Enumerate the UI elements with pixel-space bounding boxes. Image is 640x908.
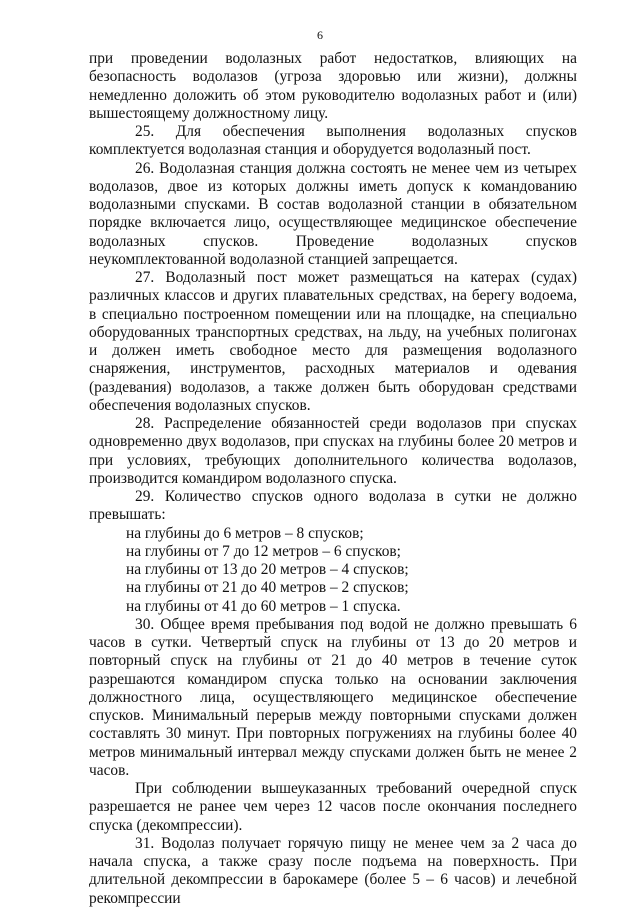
paragraph-26: 26. Водолазная станция должна состоять не менее чем из четырех водолазов, двое из которых должны иметь допуск к командованию водолазными спусками. В состав водолазной станции в обязательном порядке включается лицо, осуществляющее медицинское обеспечение водолазных спусков. Проведение водолазных спусков неукомплектованной водолазной станцией запрещается. <box>89 159 577 268</box>
list-item: на глубины от 41 до 60 метров – 1 спуска. <box>126 597 401 615</box>
paragraph-continuation: при проведении водолазных работ недостатков, влияющих на безопасность водолазов (угроза здоровью или жизни), должны немедленно доложить об этом руководителю водолазных работ и (или) вышестоящему должностному лицу. <box>89 50 577 122</box>
list-item: на глубины от 13 до 20 метров – 4 спусков; <box>126 561 409 578</box>
paragraph-25: 25. Для обеспечения выполнения водолазных спусков комплектуется водолазная станция и оборудуется водолазный пост. <box>89 123 577 159</box>
paragraph-28: 28. Распределение обязанностей среди водолазов при спусках одновременно двух водолазов, при спусках на глубины более 20 метров и при условиях, требующих дополнительного количества водолазов, производится командиром водолазного спуска. <box>89 415 577 487</box>
page-number: 6 <box>317 28 323 42</box>
list-item: на глубины до 6 метров – 8 спусков; <box>126 524 364 542</box>
paragraph-31: 31. Водолаз получает горячую пищу не менее чем за 2 часа до начала спуска, а также сразу после подъема на поверхность. При длительной декомпрессии в барокамере (более 5 – 6 часов) и лечебной рекомпрессии <box>89 834 577 907</box>
paragraph-27: 27. Водолазный пост может размещаться на катерах (судах) различных классов и других плавательных средствах, на берегу водоема, в специально построенном помещении или на площадке, на специально оборудованных транспортных средствах, на льду, на учебных полигонах и должен иметь свободное место для размещения водолазного снаряжения, инструментов, расходных материалов и одевания (раздевания) водолазов, а также должен быть оборудован средствами обеспечения водолазных спусков. <box>89 269 577 414</box>
depth-limits-list <box>89 525 577 616</box>
list-item: на глубины от 21 до 40 метров – 2 спусков; <box>126 579 409 597</box>
paragraph-29: 29. Количество спусков одного водолаза в сутки не должно превышать: <box>89 488 577 524</box>
paragraph-30: 30. Общее время пребывания под водой не должно превышать 6 часов в сутки. Четвертый спуск на глубины от 13 до 20 метров и повторный спуск на глубины от 21 до 40 метров в течение суток разрешаются командиром спуска только на основании заключения должностного лица, осуществляющего медицинское обеспечение спусков. Минимальный перерыв между повторными спусками должен составлять 30 минут. При повторных погружениях на глубины более 40 метров минимальный интервал между спусками должен быть не менее 2 часов. <box>89 615 577 779</box>
list-item: на глубины от 7 до 12 метров – 6 спусков; <box>126 542 401 560</box>
document-body <box>89 50 577 908</box>
paragraph-30-continuation: При соблюдении вышеуказанных требований очередной спуск разрешается не ранее чем через 12 часов после окончания последнего спуска (декомпрессии). <box>89 780 577 834</box>
